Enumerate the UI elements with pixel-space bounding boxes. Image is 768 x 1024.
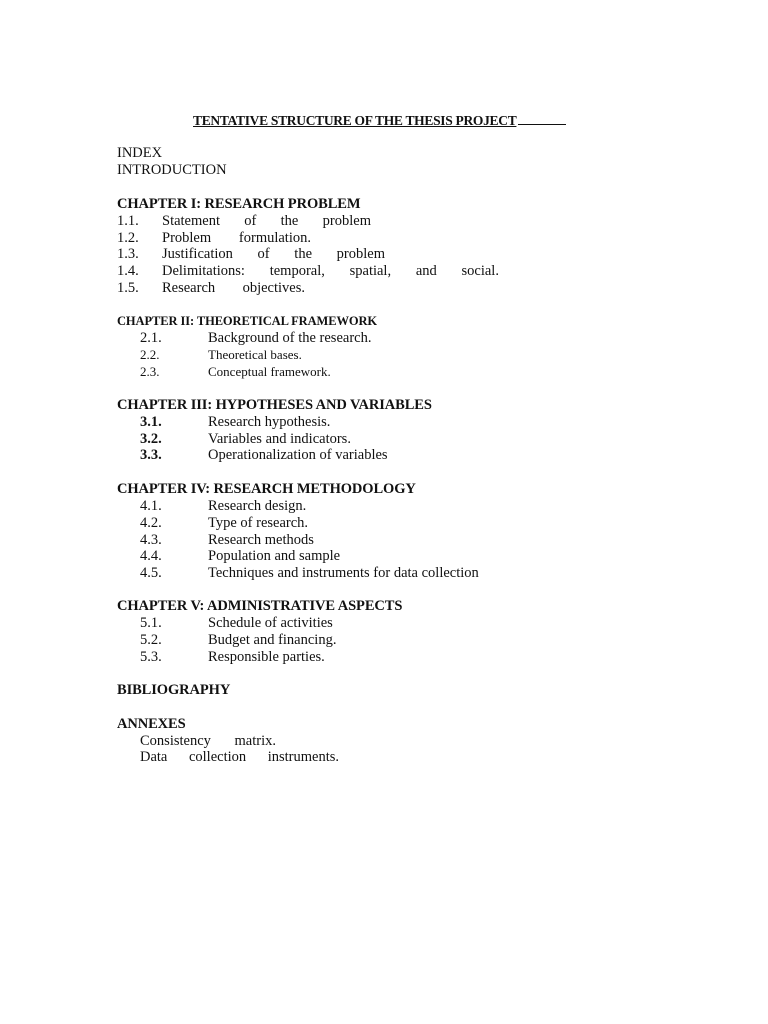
item-number: 4.4. (140, 548, 162, 564)
word: social. (461, 263, 499, 279)
index-entry: INDEX (117, 145, 163, 161)
item-number: 5.1. (140, 615, 162, 631)
chapter2-heading: CHAPTER II: THEORETICAL FRAMEWORK (117, 314, 378, 328)
word: Research (162, 280, 216, 296)
item-text: Variables and indicators. (208, 431, 351, 447)
word: Problem (162, 230, 212, 246)
chapter4-heading: CHAPTER IV: RESEARCH METHODOLOGY (117, 481, 416, 497)
item-text (162, 280, 305, 297)
item-text: Conceptual framework. (208, 364, 331, 379)
annex-item (140, 733, 276, 750)
item-number: 4.1. (140, 498, 162, 514)
item-number: 3.2. (140, 431, 162, 447)
word: Statement (162, 213, 220, 229)
annex-item (140, 749, 339, 766)
item-text: Research hypothesis. (208, 414, 331, 430)
item-number: 1.4. (117, 263, 139, 279)
item-text: Background of the research. (208, 330, 372, 346)
item-number: 2.2. (140, 347, 160, 362)
bibliography-heading: BIBLIOGRAPHY (117, 682, 231, 698)
word: spatial, (349, 263, 392, 279)
word: problem (336, 246, 385, 262)
introduction-entry: INTRODUCTION (117, 162, 227, 178)
item-number: 2.1. (140, 330, 162, 346)
item-number: 1.1. (117, 213, 139, 229)
item-number: 1.5. (117, 280, 139, 296)
word: instruments. (267, 749, 339, 765)
word: Consistency (140, 733, 211, 749)
item-text (162, 263, 499, 280)
word: the (294, 246, 313, 262)
word: of (244, 213, 257, 229)
word: Delimitations: (162, 263, 245, 279)
item-text: Techniques and instruments for data collection (208, 565, 479, 581)
title-underline-tail (518, 112, 566, 125)
chapter5-heading: CHAPTER V: ADMINISTRATIVE ASPECTS (117, 598, 403, 614)
item-text: Theoretical bases. (208, 347, 302, 362)
word: objectives. (242, 280, 305, 296)
item-text: Type of research. (208, 515, 309, 531)
item-number: 3.3. (140, 447, 162, 463)
word: and (415, 263, 437, 279)
item-text: Population and sample (208, 548, 341, 564)
word: Justification (162, 246, 233, 262)
item-text: Operationalization of variables (208, 447, 388, 463)
word: temporal, (269, 263, 325, 279)
item-text (162, 230, 311, 247)
item-text: Research design. (208, 498, 307, 514)
item-text: Responsible parties. (208, 649, 325, 665)
item-number: 3.1. (140, 414, 162, 430)
document-title-text: TENTATIVE STRUCTURE OF THE THESIS PROJECT (193, 113, 517, 128)
word: matrix. (234, 733, 276, 749)
item-number: 5.2. (140, 632, 162, 648)
item-number: 4.2. (140, 515, 162, 531)
item-number: 4.3. (140, 532, 162, 548)
item-text: Research methods (208, 532, 314, 548)
item-number: 5.3. (140, 649, 162, 665)
word: collection (188, 749, 247, 765)
item-number: 2.3. (140, 364, 160, 379)
chapter1-heading: CHAPTER I: RESEARCH PROBLEM (117, 196, 361, 212)
document-title (193, 112, 566, 129)
item-text: Budget and financing. (208, 632, 337, 648)
word: the (280, 213, 299, 229)
item-number: 1.2. (117, 230, 139, 246)
word: Data (140, 749, 168, 765)
item-number: 1.3. (117, 246, 139, 262)
word: formulation. (238, 230, 311, 246)
item-text: Schedule of activities (208, 615, 333, 631)
word: of (257, 246, 270, 262)
item-text (162, 213, 371, 230)
chapter3-heading: CHAPTER III: HYPOTHESES AND VARIABLES (117, 397, 432, 413)
item-number: 4.5. (140, 565, 162, 581)
item-text (162, 246, 385, 263)
annexes-heading: ANNEXES (117, 716, 186, 732)
word: problem (322, 213, 371, 229)
